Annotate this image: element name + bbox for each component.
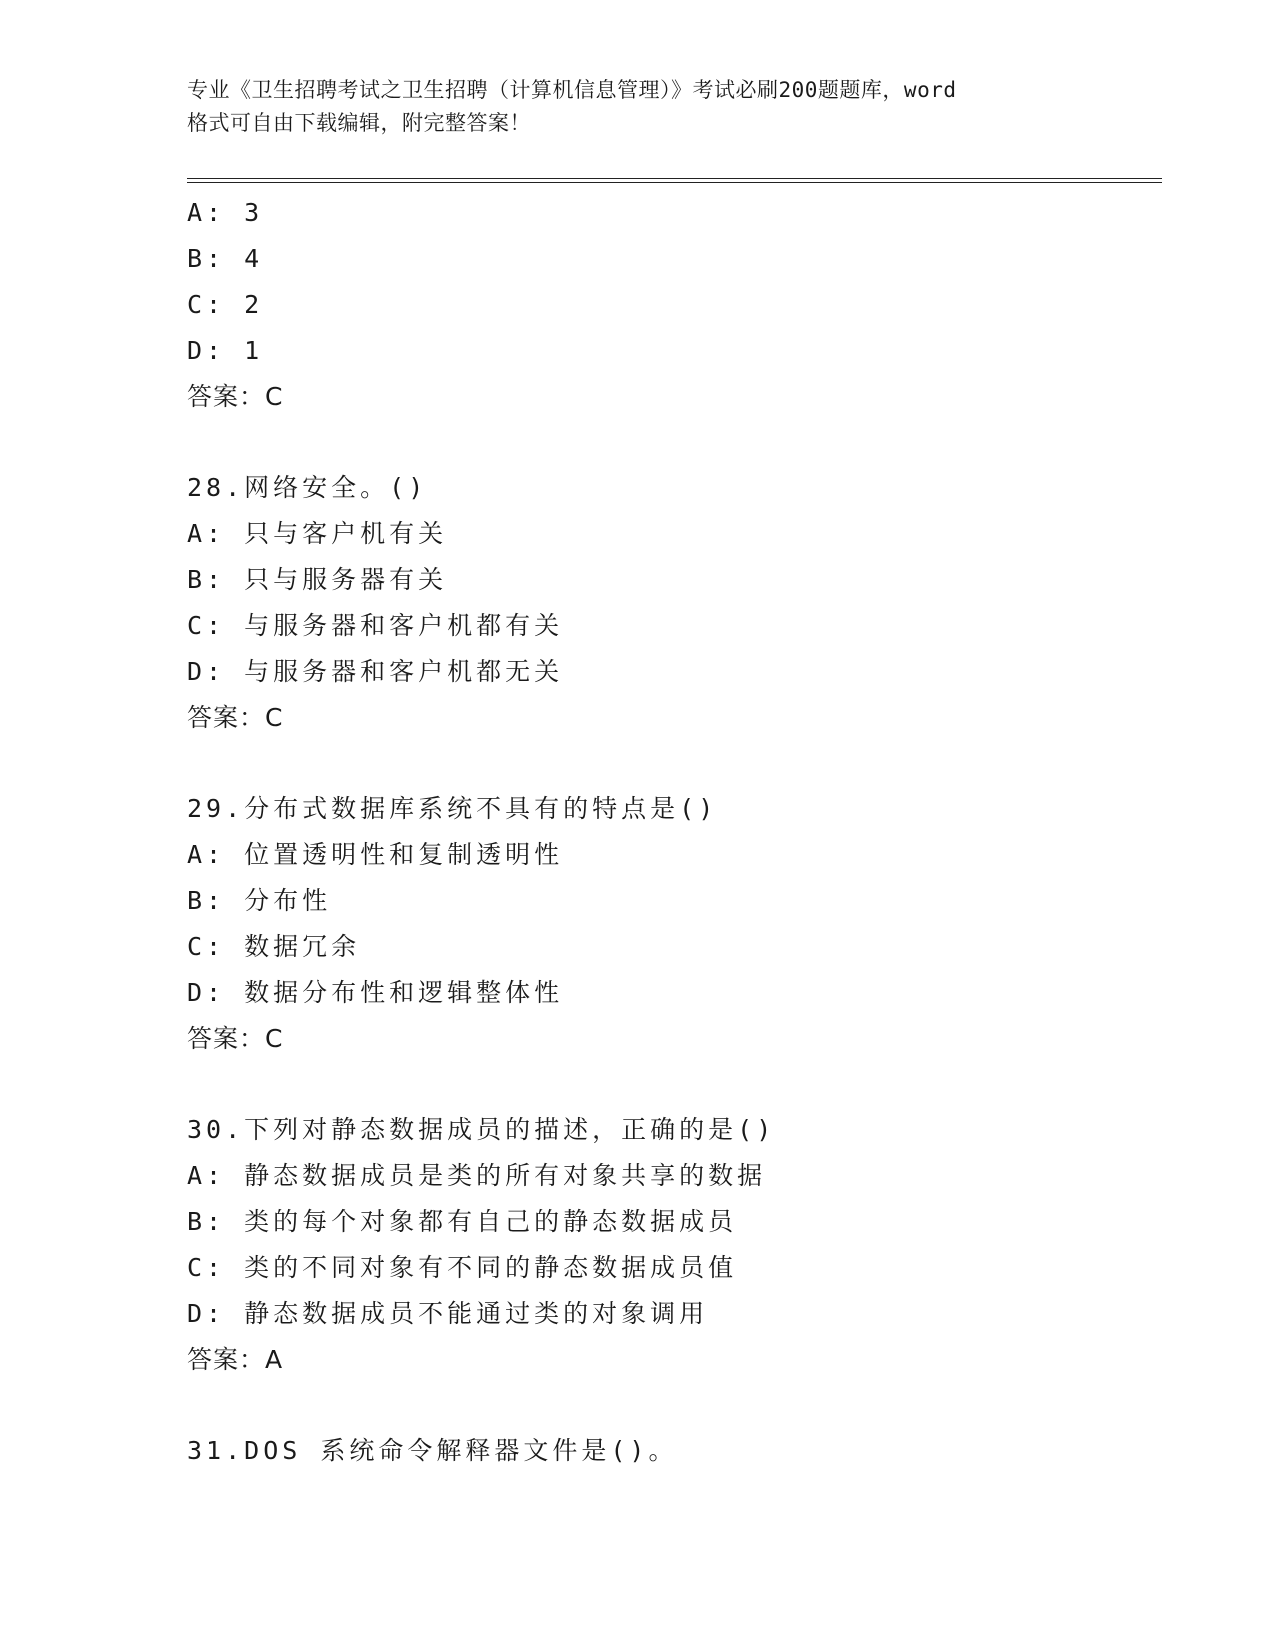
option-b: B: 类的每个对象都有自己的静态数据成员 bbox=[187, 1207, 738, 1236]
option-d: D: 数据分布性和逻辑整体性 bbox=[187, 978, 564, 1007]
option-b: B: 分布性 bbox=[187, 886, 332, 915]
option-b: B: 只与服务器有关 bbox=[187, 565, 448, 594]
question-stem: 28.网络安全。() bbox=[187, 473, 428, 502]
question-list bbox=[187, 190, 1147, 1474]
header-title-line-1: 专业《卫生招聘考试之卫生招聘（计算机信息管理）》考试必刷200题题库，word bbox=[187, 78, 957, 102]
answer: 答案：C bbox=[187, 1024, 284, 1053]
option-a: A: 3 bbox=[187, 198, 264, 227]
header-divider-bottom bbox=[187, 182, 1162, 183]
option-c: C: 类的不同对象有不同的静态数据成员值 bbox=[187, 1253, 738, 1282]
option-d: D: 1 bbox=[187, 336, 264, 365]
question-30 bbox=[187, 1107, 1147, 1383]
answer: 答案：A bbox=[187, 1345, 284, 1374]
header-divider-top bbox=[187, 178, 1162, 179]
question-28 bbox=[187, 465, 1147, 741]
option-c: C: 数据冗余 bbox=[187, 932, 361, 961]
option-c: C: 与服务器和客户机都有关 bbox=[187, 611, 564, 640]
option-a: A: 位置透明性和复制透明性 bbox=[187, 840, 564, 869]
option-c: C: 2 bbox=[187, 290, 264, 319]
header-title-line-2: 格式可自由下载编辑，附完整答案！ bbox=[187, 111, 531, 135]
question-stem: 30.下列对静态数据成员的描述，正确的是() bbox=[187, 1115, 776, 1144]
answer: 答案：C bbox=[187, 703, 284, 732]
question-31 bbox=[187, 1428, 1147, 1474]
option-a: A: 静态数据成员是类的所有对象共享的数据 bbox=[187, 1161, 767, 1190]
option-d: D: 静态数据成员不能通过类的对象调用 bbox=[187, 1299, 709, 1328]
option-b: B: 4 bbox=[187, 244, 264, 273]
question-stem: 31.DOS 系统命令解释器文件是()。 bbox=[187, 1436, 678, 1465]
answer: 答案：C bbox=[187, 382, 284, 411]
document-header bbox=[187, 74, 1107, 140]
question-29 bbox=[187, 786, 1147, 1062]
question-stem: 29.分布式数据库系统不具有的特点是() bbox=[187, 794, 718, 823]
option-a: A: 只与客户机有关 bbox=[187, 519, 448, 548]
question-27-continued bbox=[187, 190, 1147, 420]
option-d: D: 与服务器和客户机都无关 bbox=[187, 657, 564, 686]
